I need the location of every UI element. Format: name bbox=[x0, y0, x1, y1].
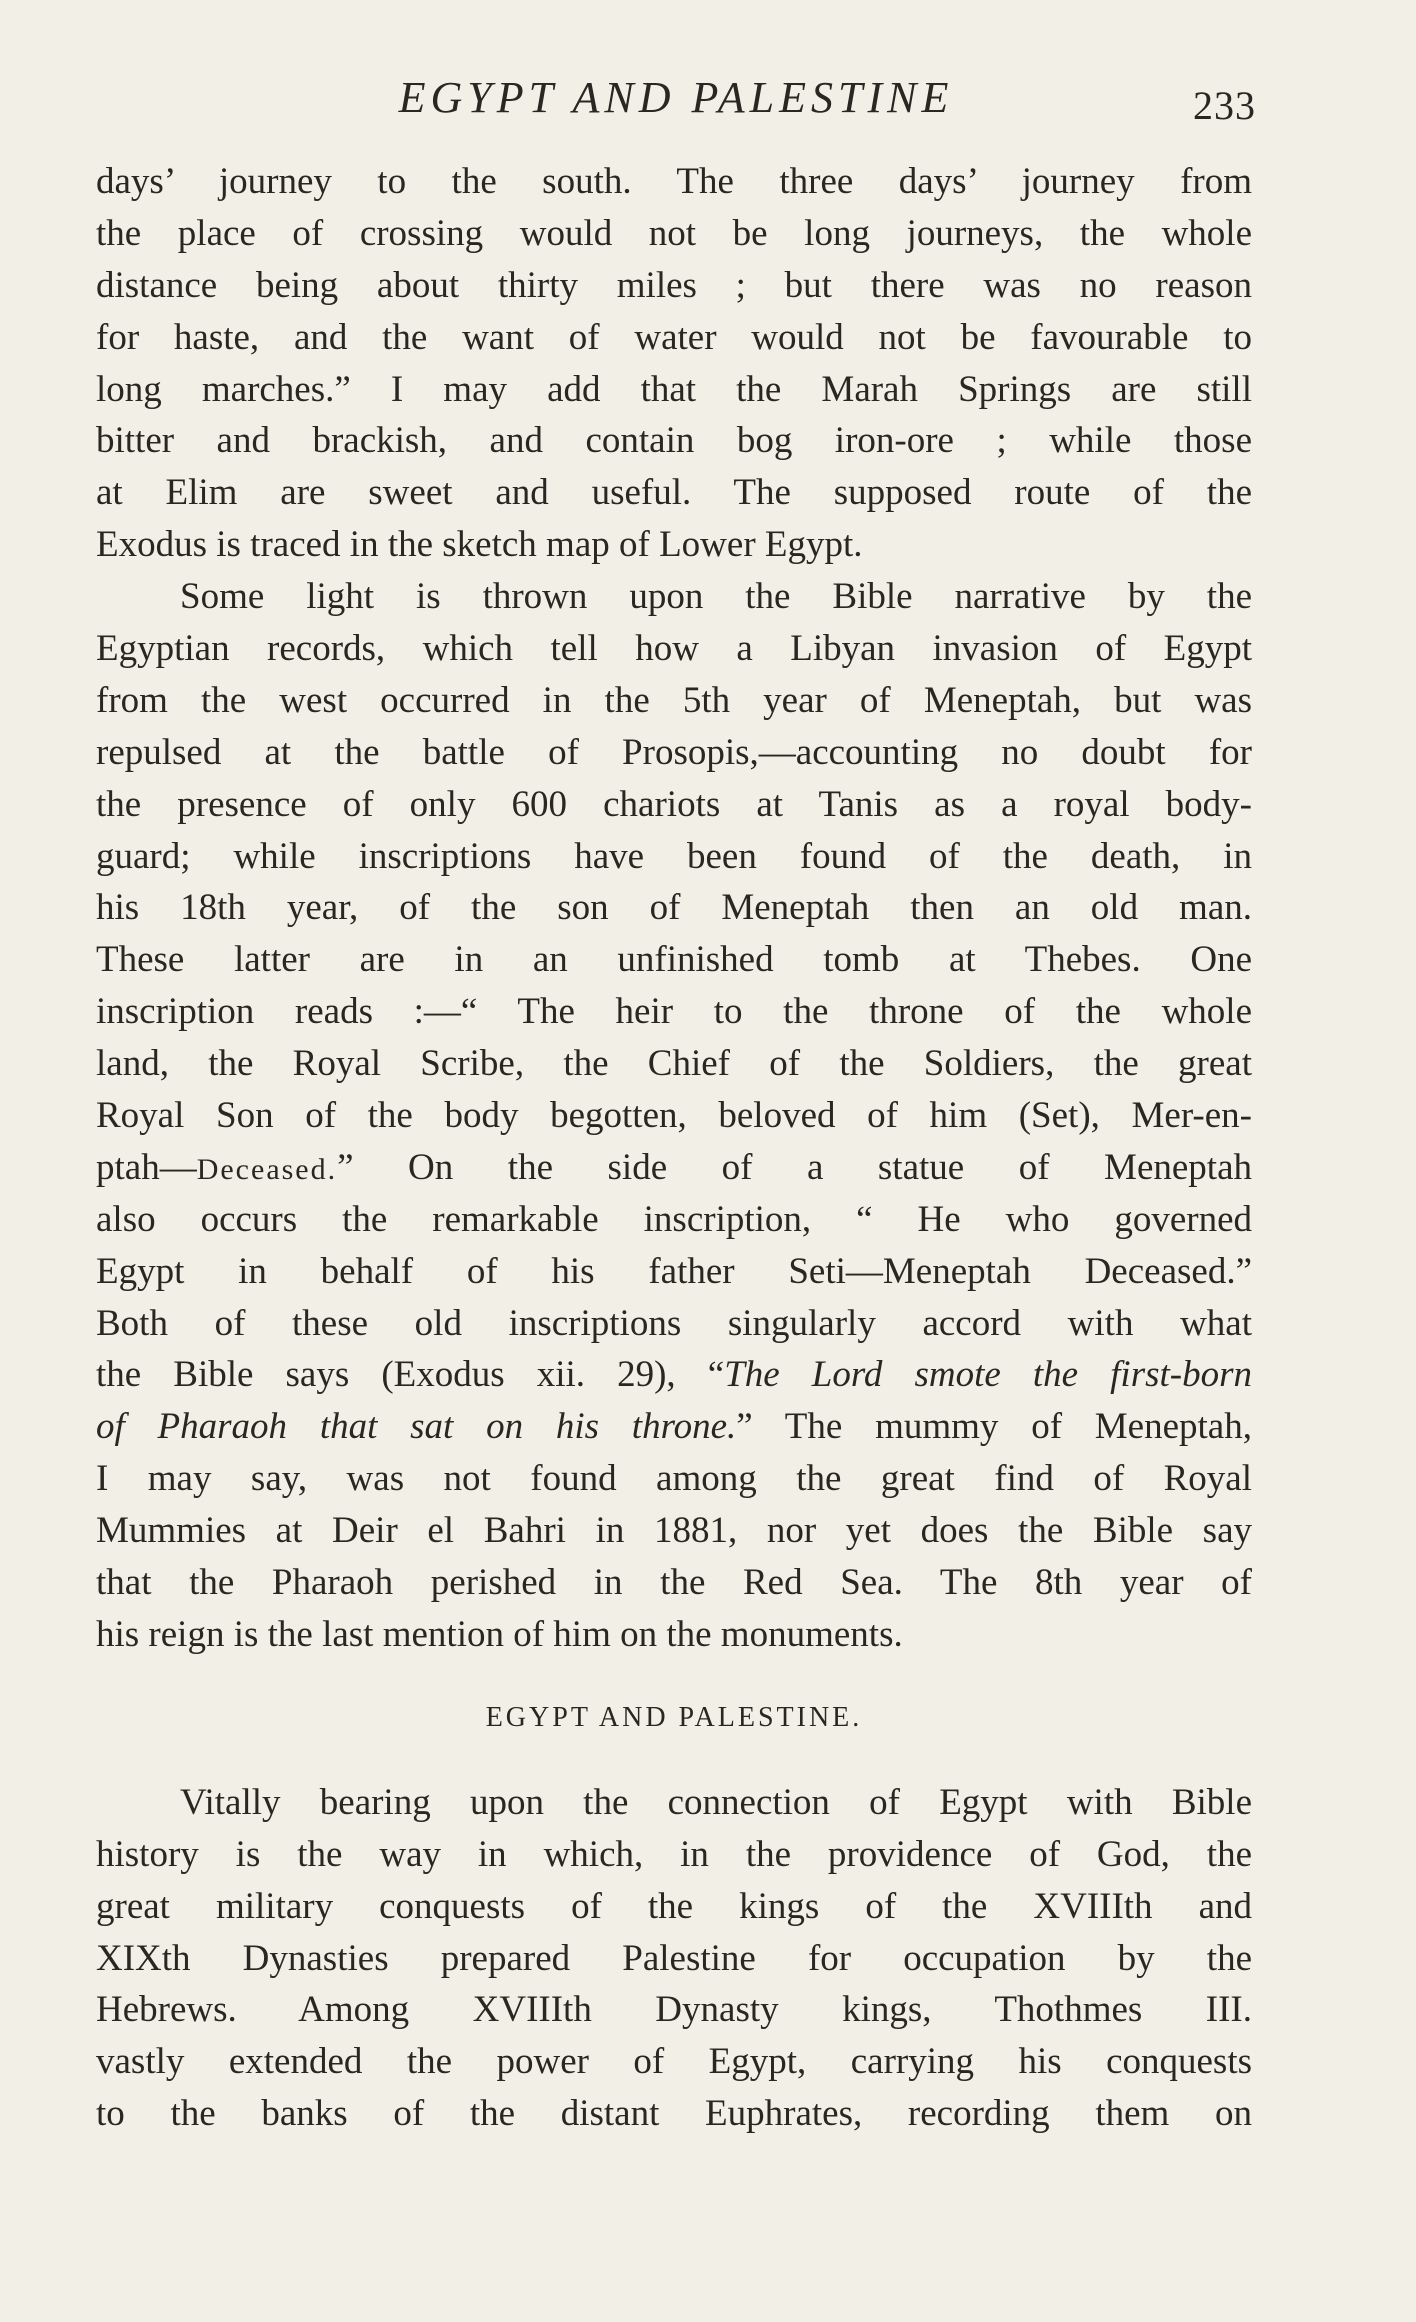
text-run: ptah— bbox=[96, 1146, 197, 1188]
text-line: distance being about thirty miles ; but there was no reason bbox=[96, 264, 1252, 306]
text-line: the place of crossing would not be long journeys, the whole bbox=[96, 212, 1252, 254]
text-line: I may say, was not found among the great find of Royal bbox=[96, 1458, 1252, 1500]
text-line: These latter are in an unfinished tomb at Thebes. One bbox=[96, 939, 1252, 981]
text-line: Exodus is traced in the sketch map of Lower Egypt. bbox=[96, 524, 863, 566]
text-line: for haste, and the want of water would not be favourable to bbox=[96, 316, 1252, 358]
italic-quote: The Lord smote the first-born bbox=[724, 1354, 1252, 1396]
text-line: history is the way in which, in the providence of God, the bbox=[96, 1833, 1252, 1875]
text-line: at Elim are sweet and useful. The supposed route of the bbox=[96, 472, 1252, 514]
text-line: vastly extended the power of Egypt, carrying his conquests bbox=[96, 2041, 1252, 2083]
section-heading: EGYPT AND PALESTINE. bbox=[485, 1701, 863, 1733]
text-run: the Bible says (Exodus xii. 29), “ bbox=[96, 1354, 725, 1396]
text-line: guard; while inscriptions have been found of the death, in bbox=[96, 835, 1252, 877]
text-line: the presence of only 600 chariots at Tanis as a royal body- bbox=[96, 783, 1252, 825]
text-line bbox=[96, 1401, 1252, 1453]
text-line: Egypt in behalf of his father Seti—Meneptah Deceased.” bbox=[96, 1250, 1252, 1292]
text-line: Vitally bearing upon the connection of Egypt with Bible bbox=[180, 1781, 1252, 1823]
running-head bbox=[96, 68, 1256, 128]
text-line bbox=[96, 1349, 1252, 1401]
text-line: Mummies at Deir el Bahri in 1881, nor yet does the Bible say bbox=[96, 1510, 1252, 1552]
running-title: EGYPT AND PALESTINE bbox=[398, 73, 954, 122]
text-line: from the west occurred in the 5th year of Meneptah, but was bbox=[96, 679, 1252, 721]
text-run: ” On the side of a statue of Meneptah bbox=[337, 1146, 1252, 1188]
text-line: Both of these old inscriptions singularly accord with what bbox=[96, 1302, 1252, 1344]
italic-quote: of Pharaoh that sat on his throne. bbox=[96, 1406, 737, 1448]
text-line: his 18th year, of the son of Meneptah then an old man. bbox=[96, 887, 1252, 929]
small-caps-word: Deceased. bbox=[196, 1152, 338, 1186]
page-number: 233 bbox=[1193, 83, 1256, 128]
text-line: to the banks of the distant Euphrates, recording them on bbox=[96, 2093, 1252, 2135]
text-line: inscription reads :—“ The heir to the throne of the whole bbox=[96, 991, 1252, 1033]
text-line: Royal Son of the body begotten, beloved of him (Set), Mer-en- bbox=[96, 1095, 1252, 1137]
text-line: XIXth Dynasties prepared Palestine for occupation by the bbox=[96, 1937, 1252, 1979]
text-line: Egyptian records, which tell how a Libyan invasion of Egypt bbox=[96, 628, 1252, 670]
text-line: also occurs the remarkable inscription, “ He who governed bbox=[96, 1198, 1252, 1240]
text-line: bitter and brackish, and contain bog iron-ore ; while those bbox=[96, 420, 1252, 462]
text-line: land, the Royal Scribe, the Chief of the Soldiers, the great bbox=[96, 1043, 1252, 1085]
text-line: days’ journey to the south. The three days’ journey from bbox=[96, 161, 1252, 202]
text-line: long marches.” I may add that the Marah Springs are still bbox=[96, 368, 1252, 410]
text-line: Some light is thrown upon the Bible narrative by the bbox=[180, 576, 1252, 618]
body-text bbox=[96, 156, 1252, 2140]
text-line: that the Pharaoh perished in the Red Sea. The 8th year of bbox=[96, 1562, 1252, 1604]
text-line: great military conquests of the kings of the XVIIIth and bbox=[96, 1885, 1252, 1927]
text-line: repulsed at the battle of Prosopis,—accounting no doubt for bbox=[96, 731, 1252, 773]
text-run: ” The mummy of Meneptah, bbox=[736, 1406, 1252, 1448]
text-line: his reign is the last mention of him on the monuments. bbox=[96, 1613, 903, 1655]
text-line: Hebrews. Among XVIIIth Dynasty kings, Thothmes III. bbox=[96, 1989, 1252, 2031]
text-line bbox=[96, 1142, 1252, 1194]
